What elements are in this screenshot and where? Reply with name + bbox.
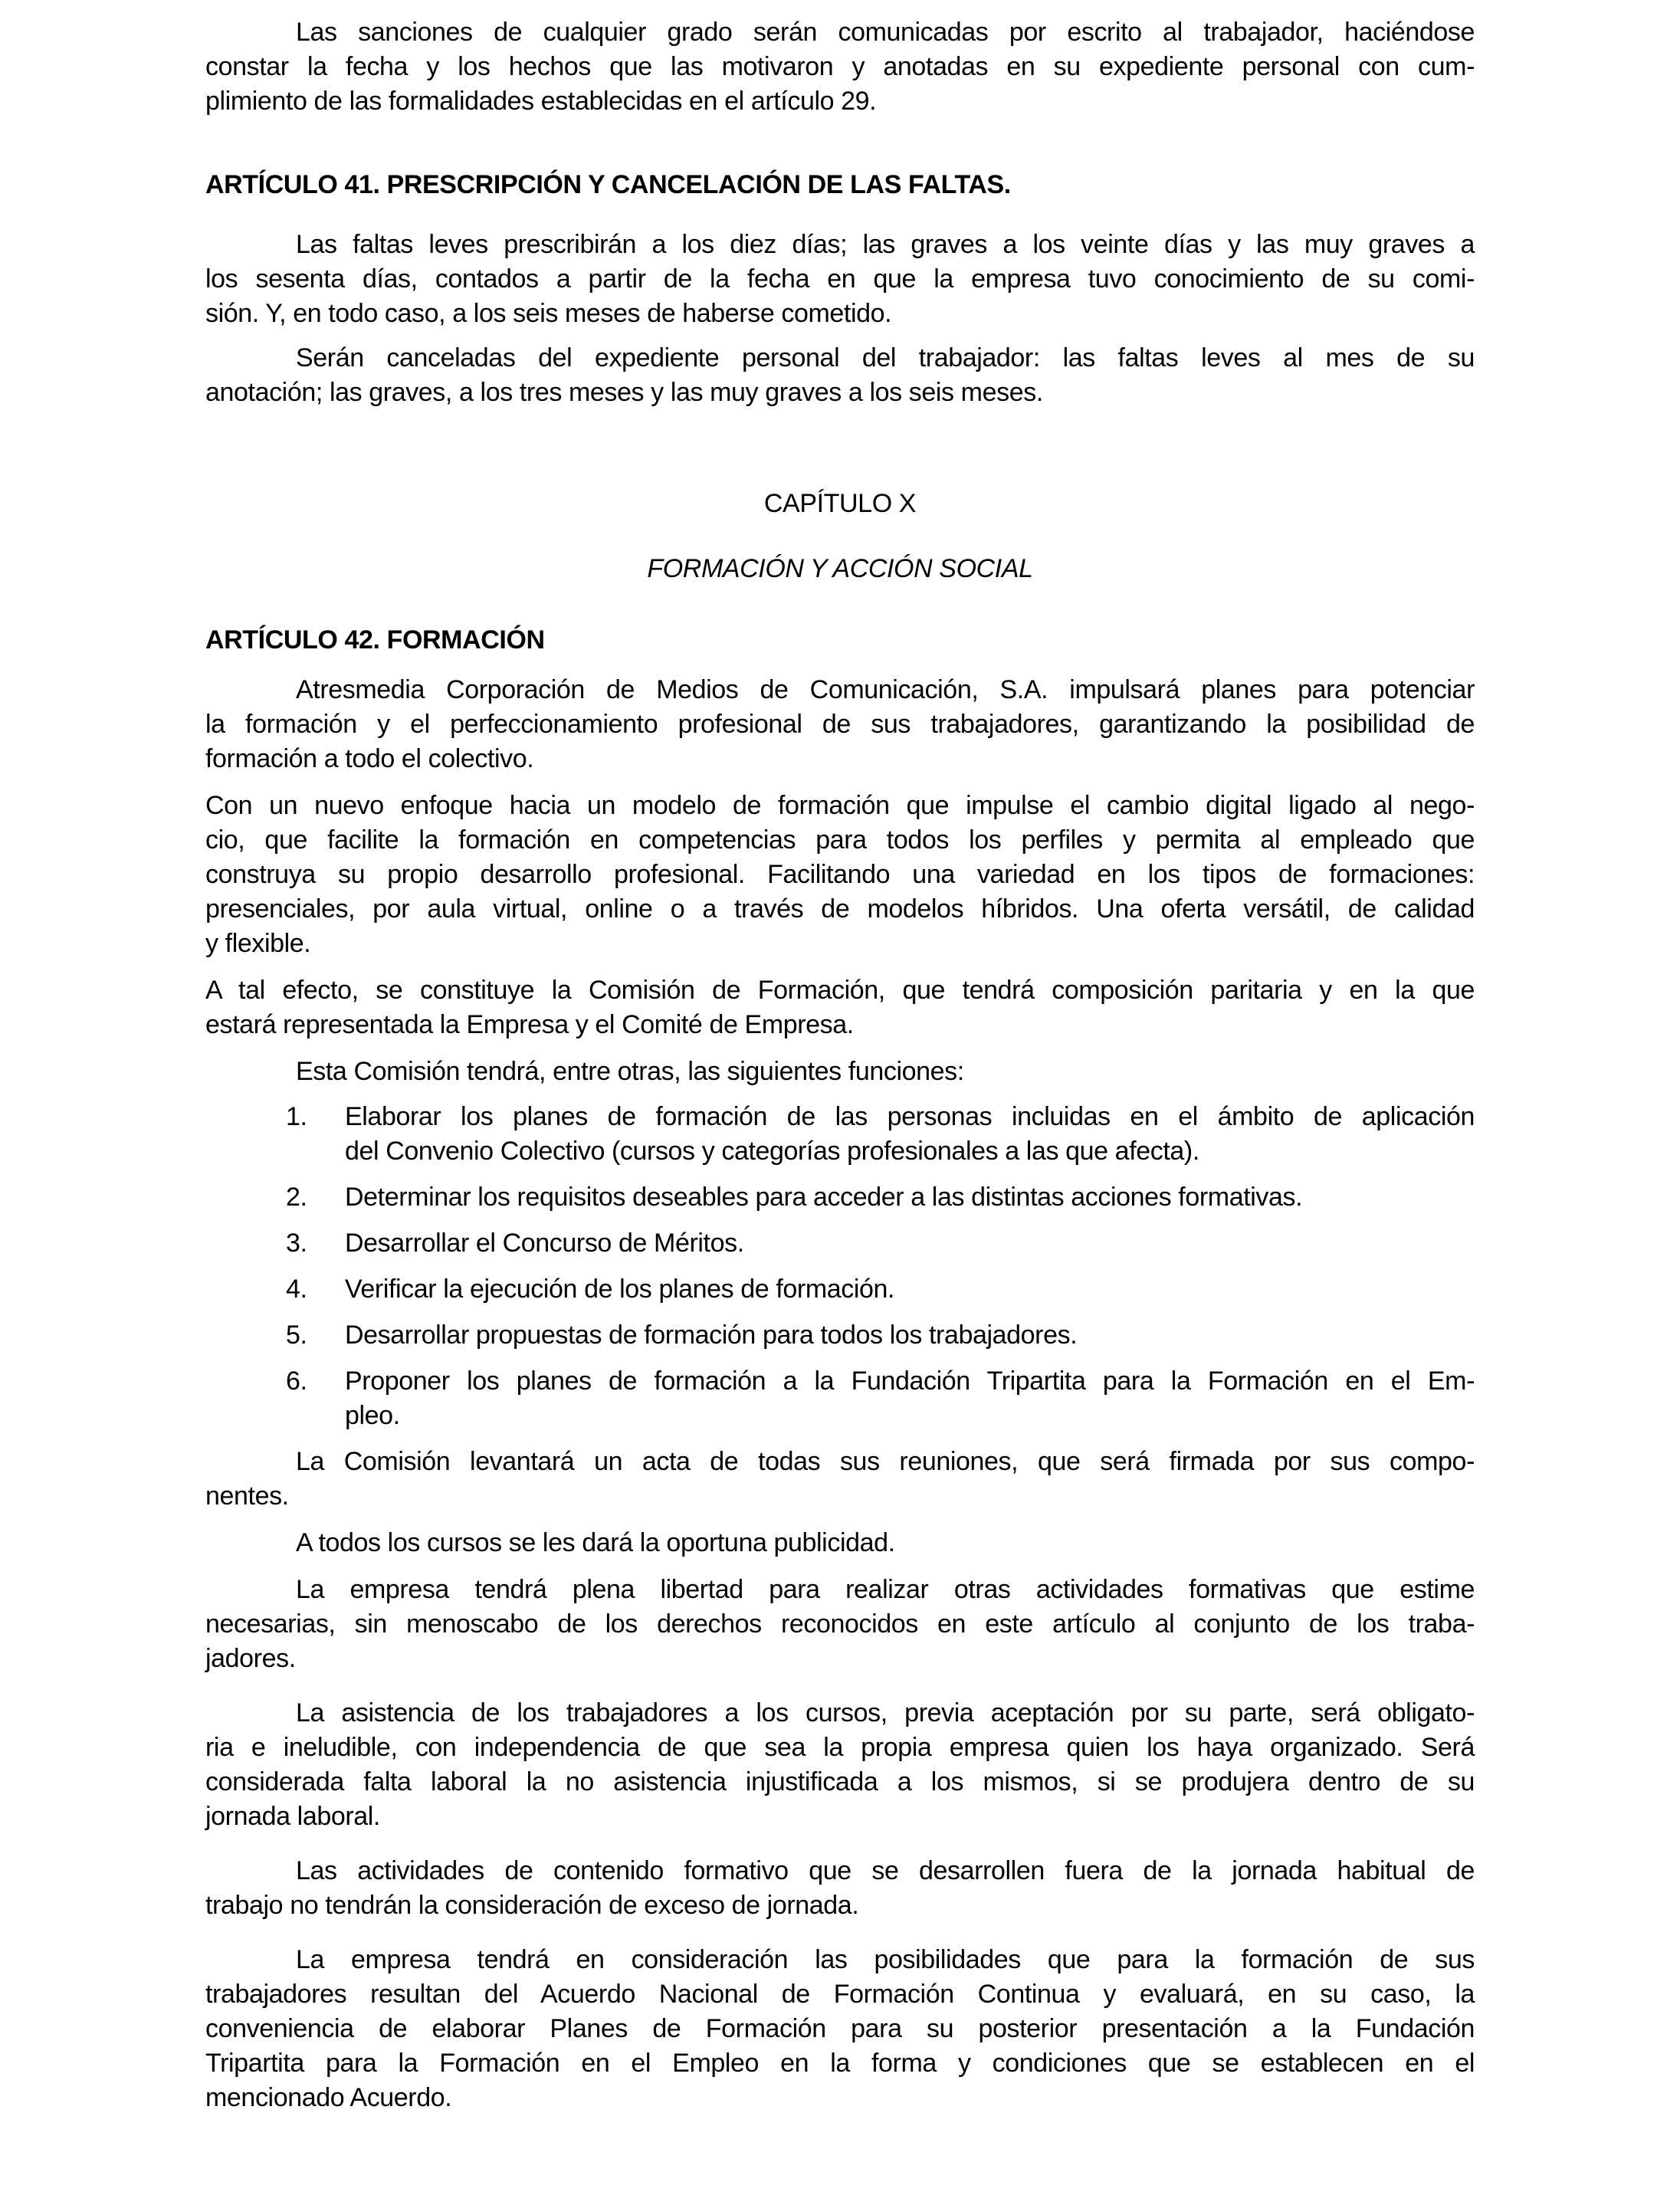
text-line: los sesenta días, contados a partir de la fecha en que la empresa tuvo conocimiento de su comi-: [205, 264, 1475, 294]
list-item-text: [345, 1226, 1475, 1261]
paragraph-asistencia-cursos: [205, 1696, 1475, 1834]
text-line: trabajadores resultan del Acuerdo Nacional de Formación Continua y evaluará, en su caso, la: [205, 1980, 1475, 2009]
text-line: jornada laboral.: [205, 1802, 380, 1831]
text-line: la formación y el perfeccionamiento profesional de sus trabajadores, garantizando la posibilidad de: [205, 710, 1475, 739]
text-line: ria e ineludible, con independencia de que sea la propia empresa quien los haya organizado. Será: [205, 1733, 1475, 1762]
paragraph-exceso-jornada: [205, 1854, 1475, 1923]
text-line: Serán canceladas del expediente personal del trabajador: las faltas leves al mes de su: [296, 343, 1475, 372]
text-line: considerada falta laboral la no asistencia injustificada a los mismos, si se produjera dentro de su: [205, 1767, 1475, 1796]
text-line: Tripartita para la Formación en el Empleo en la forma y condiciones que se establecen en el: [205, 2049, 1475, 2078]
list-item-text: [345, 1272, 1475, 1307]
text-line: Elaborar los planes de formación de las personas incluidas en el ámbito de aplicación: [345, 1102, 1475, 1131]
paragraph-cancelacion-faltas: [205, 341, 1475, 410]
chapter-10-subtitle: FORMACIÓN Y ACCIÓN SOCIAL: [647, 554, 1033, 583]
text-line: construya su propio desarrollo profesional. Facilitando una variedad en los tipos de formaciones:: [205, 860, 1475, 889]
text-line: cio, que facilite la formación en competencias para todos los perfiles y permita al empleado que: [205, 825, 1475, 855]
text-line: La empresa tendrá en consideración las posibilidades que para la formación de sus: [296, 1945, 1475, 1974]
text-line: Las sanciones de cualquier grado serán comunicadas por escrito al trabajador, haciéndose: [296, 18, 1475, 47]
text-line: Verificar la ejecución de los planes de formación.: [345, 1275, 895, 1304]
list-item: [205, 1318, 1475, 1353]
text-line: A tal efecto, se constituye la Comisión de Formación, que tendrá composición paritaria y en la que: [205, 976, 1475, 1005]
list-item-text: [345, 1364, 1475, 1433]
list-item: [205, 1100, 1475, 1169]
text-line: Atresmedia Corporación de Medios de Comunicación, S.A. impulsará planes para potenciar: [296, 675, 1475, 704]
paragraph-publicidad-cursos: [205, 1526, 1475, 1560]
paragraph-acuerdo-nacional: [205, 1943, 1475, 2115]
text-line: Con un nuevo enfoque hacia un modelo de formación que impulse el cambio digital ligado al nego-: [205, 791, 1475, 820]
paragraph-funciones-intro: [205, 1055, 1475, 1089]
list-item-text: [345, 1180, 1475, 1215]
text-line: constar la fecha y los hechos que las motivaron y anotadas en su expediente personal con cum-: [205, 52, 1475, 81]
list-item-number: 1.: [286, 1102, 307, 1131]
list-item-number: 6.: [286, 1367, 307, 1396]
paragraph-libertad-actividades: [205, 1573, 1475, 1676]
text-line: Desarrollar propuestas de formación para todos los trabajadores.: [345, 1321, 1078, 1350]
paragraph-acta-reuniones: [205, 1445, 1475, 1514]
text-line: jadores.: [205, 1644, 296, 1673]
paragraph-comision-formacion: [205, 973, 1475, 1042]
paragraph-atresmedia: [205, 673, 1475, 776]
text-line: Las faltas leves prescribirán a los diez días; las graves a los veinte días y las muy graves a: [296, 230, 1475, 259]
text-line: La asistencia de los trabajadores a los cursos, previa aceptación por su parte, será obligato-: [296, 1698, 1475, 1727]
list-item-text: [345, 1100, 1475, 1169]
text-line: necesarias, sin menoscabo de los derechos reconocidos en este artículo al conjunto de los traba-: [205, 1609, 1475, 1639]
text-line: La empresa tendrá plena libertad para realizar otras actividades formativas que estime: [296, 1575, 1475, 1604]
text-line: pleo.: [345, 1401, 400, 1430]
text-line: nentes.: [205, 1481, 289, 1511]
text-line: Desarrollar el Concurso de Méritos.: [345, 1229, 744, 1258]
paragraph-nuevo-enfoque: [205, 789, 1475, 961]
text-line: conveniencia de elaborar Planes de Formación para su posterior presentación a la Fundación: [205, 2014, 1475, 2043]
text-line: Las actividades de contenido formativo que se desarrollen fuera de la jornada habitual de: [296, 1856, 1475, 1885]
article-41-heading: ARTÍCULO 41. PRESCRIPCIÓN Y CANCELACIÓN DE LAS FALTAS.: [205, 170, 1011, 199]
list-item: [205, 1272, 1475, 1307]
text-line: y flexible.: [205, 929, 311, 958]
text-line: anotación; las graves, a los tres meses y las muy graves a los seis meses.: [205, 378, 1043, 407]
text-line: La Comisión levantará un acta de todas sus reuniones, que será firmada por sus compo-: [296, 1447, 1475, 1476]
text-line: del Convenio Colectivo (cursos y categorías profesionales a las que afecta).: [345, 1137, 1199, 1166]
list-item-number: 5.: [286, 1321, 307, 1350]
text-line: presenciales, por aula virtual, online o a través de modelos híbridos. Una oferta versátil, de calidad: [205, 894, 1475, 924]
paragraph-prescripcion-faltas: [205, 228, 1475, 331]
text-line: plimiento de las formalidades establecidas en el artículo 29.: [205, 87, 877, 116]
list-item: [205, 1226, 1475, 1261]
text-line: estará representada la Empresa y el Comité de Empresa.: [205, 1010, 854, 1039]
text-line: Proponer los planes de formación a la Fundación Tripartita para la Formación en el Em-: [345, 1367, 1475, 1396]
list-item-number: 3.: [286, 1229, 307, 1258]
list-item-number: 2.: [286, 1183, 307, 1212]
text-line: A todos los cursos se les dará la oportuna publicidad.: [296, 1528, 895, 1557]
list-item-text: [345, 1318, 1475, 1353]
functions-list: [205, 1100, 1475, 1433]
chapter-10-heading: CAPÍTULO X: [763, 489, 917, 518]
text-line: sión. Y, en todo caso, a los seis meses de haberse cometido.: [205, 299, 892, 328]
text-line: trabajo no tendrán la consideración de exceso de jornada.: [205, 1891, 859, 1920]
text-line: Determinar los requisitos deseables para acceder a las distintas acciones formativas.: [345, 1183, 1303, 1212]
list-item: [205, 1180, 1475, 1215]
text-line: Esta Comisión tendrá, entre otras, las siguientes funciones:: [296, 1057, 964, 1086]
list-item: [205, 1364, 1475, 1433]
text-line: formación a todo el colectivo.: [205, 744, 534, 773]
text-line: mencionado Acuerdo.: [205, 2083, 452, 2112]
paragraph-sanciones: [205, 15, 1475, 119]
article-42-heading: ARTÍCULO 42. FORMACIÓN: [205, 625, 545, 655]
list-item-number: 4.: [286, 1275, 307, 1304]
